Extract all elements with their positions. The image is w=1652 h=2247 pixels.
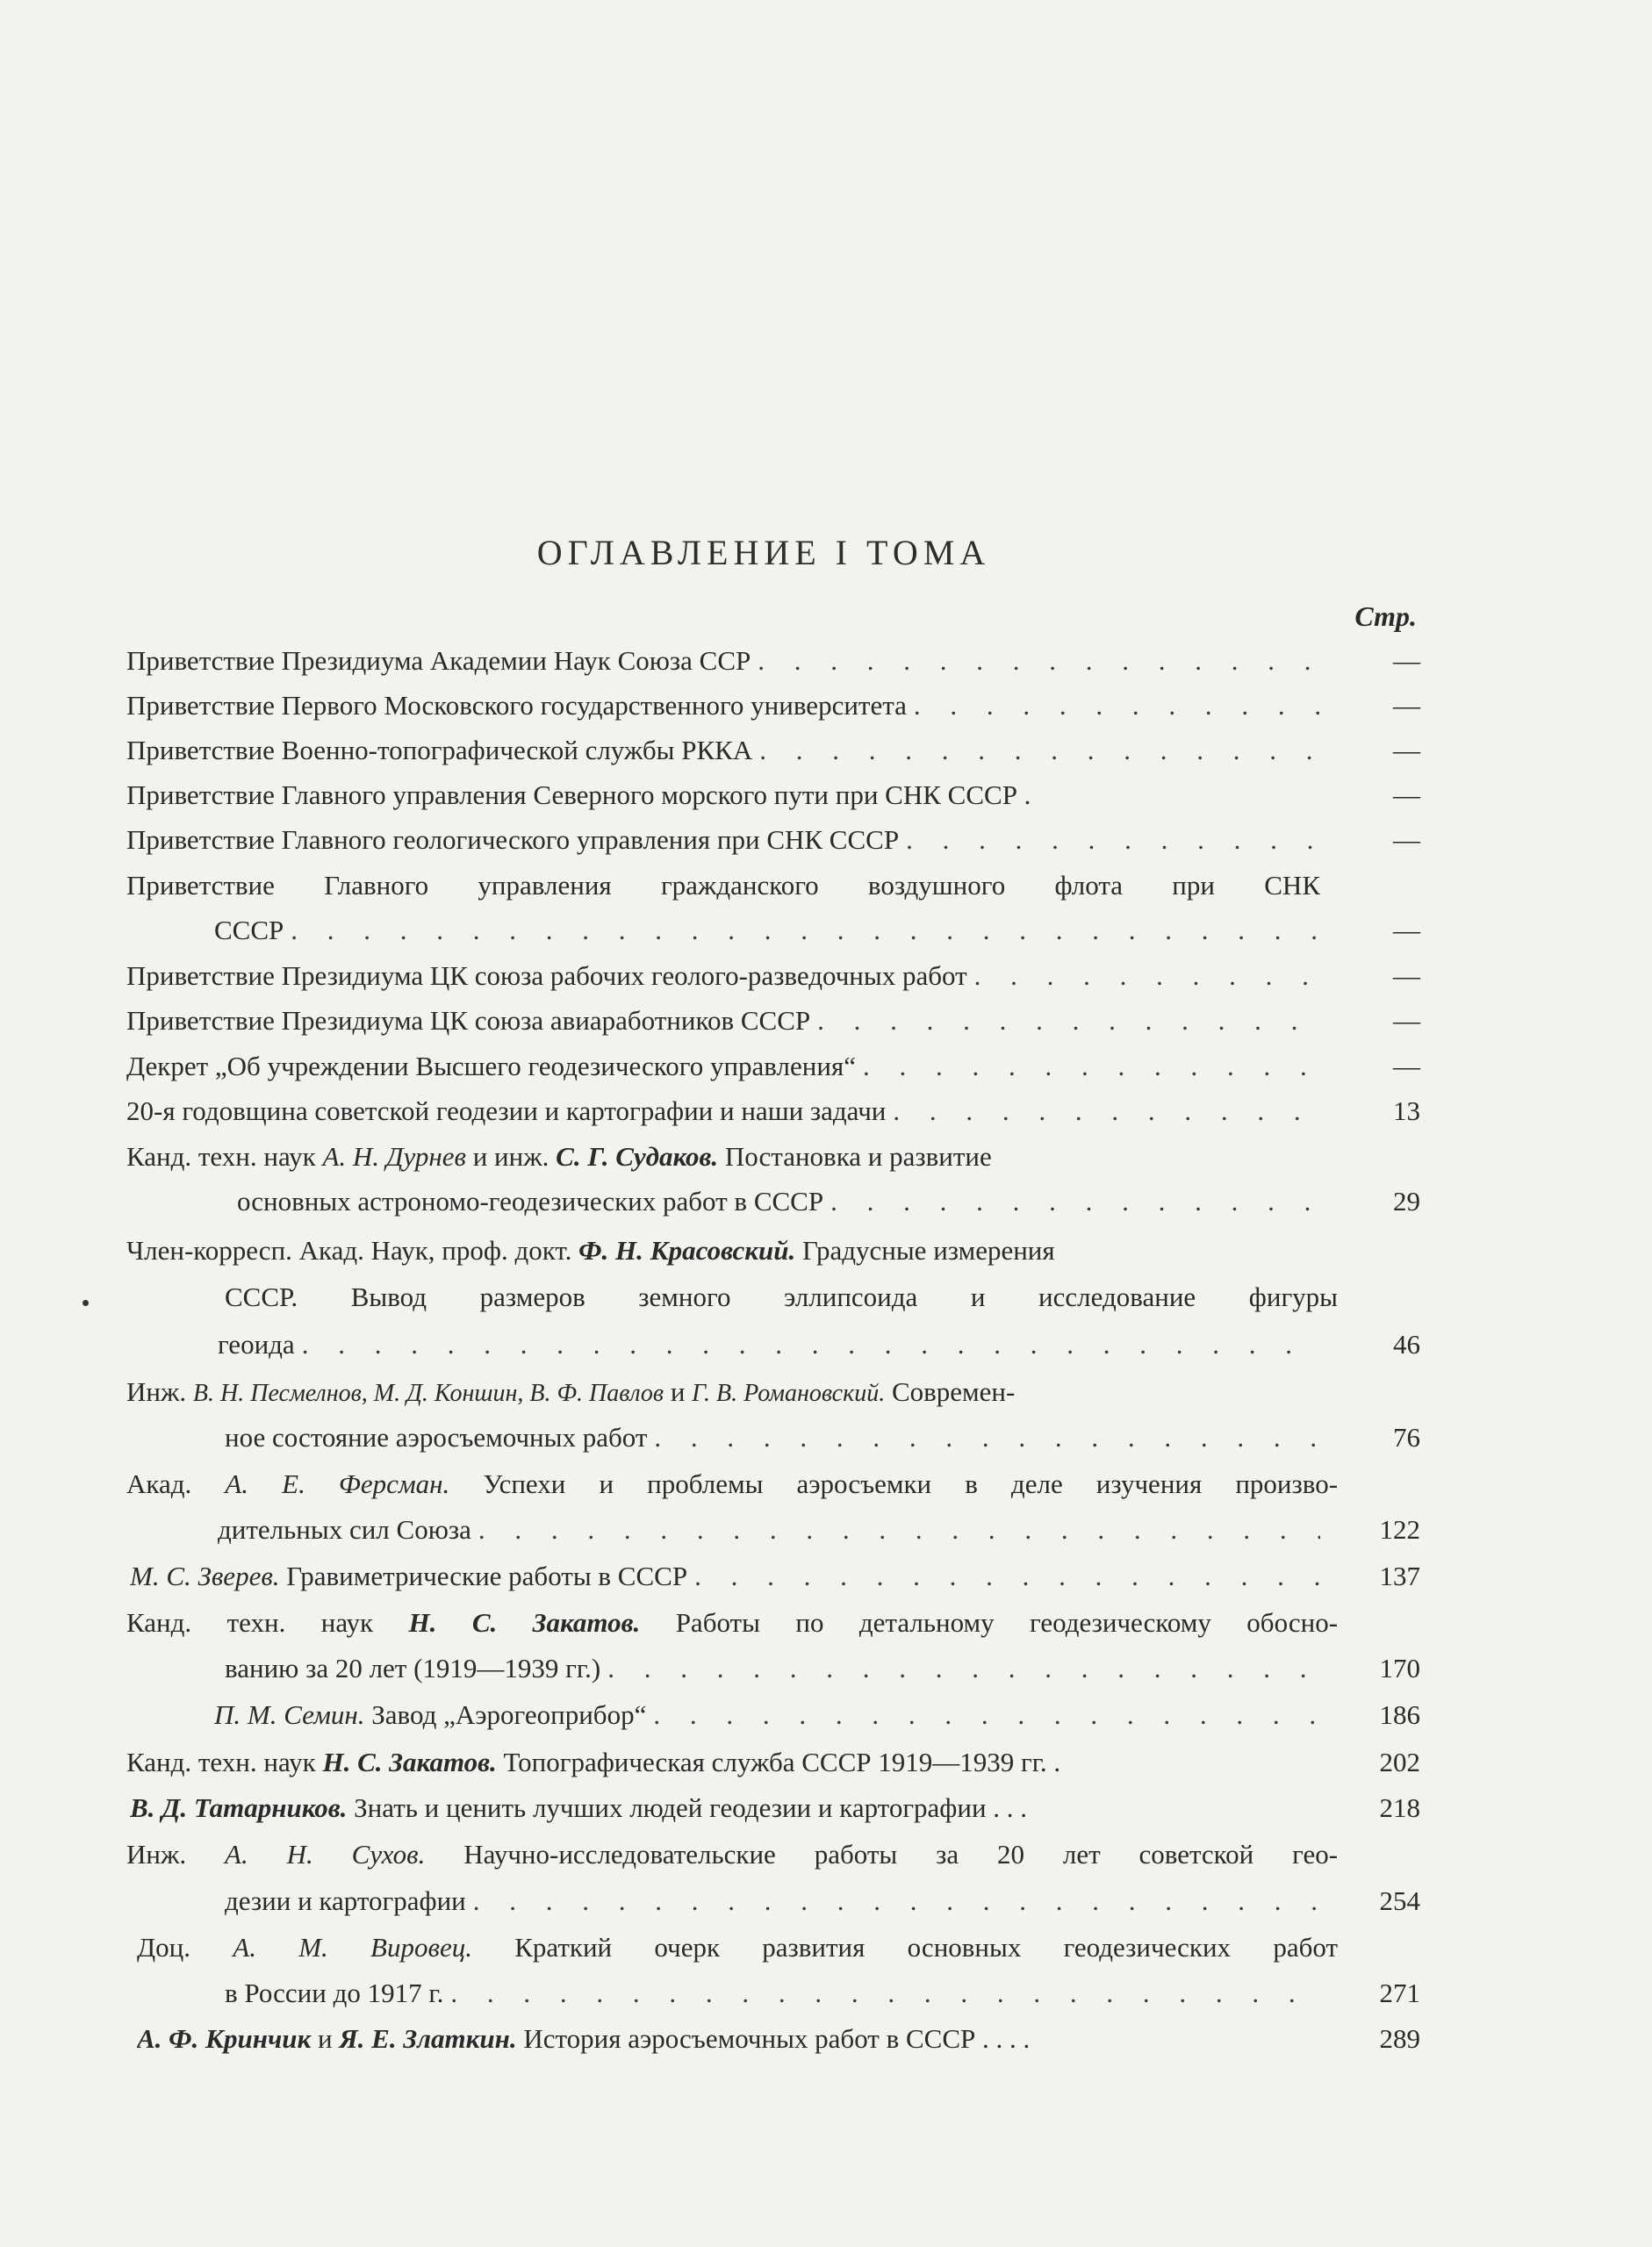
toc-entry-title: Краткий очерк развития основных геодезических работ <box>514 1932 1338 1963</box>
toc-entry-title: Успехи и проблемы аэросъемки в деле изучения произво- <box>483 1468 1338 1499</box>
toc-entry-title: Приветствие Первого Московского государственного университета <box>126 690 907 721</box>
toc-entry-title: Декрет „Об учреждении Высшего геодезического управления“ <box>126 1051 856 1081</box>
author-name: А. М. Вировец. <box>233 1932 472 1963</box>
entry-prefix: Акад. <box>126 1468 192 1499</box>
entry-prefix: Канд. техн. наук <box>126 1141 316 1172</box>
toc-page-number: — <box>1393 915 1420 945</box>
toc-entry-title: СССР. Вывод размеров земного эллипсоида и исследование фигуры <box>225 1281 1338 1312</box>
toc-entry-title: Приветствие Президиума ЦК союза рабочих геолого-разведочных работ <box>126 960 967 991</box>
entry-conjunction: и инж. <box>472 1141 549 1172</box>
author-name: Н. С. Закатов. <box>408 1607 641 1638</box>
toc-entry-continuation[interactable] <box>225 1884 1320 1919</box>
page-title: ОГЛАВЛЕНИЕ I ТОМА <box>536 533 991 572</box>
leader-dots <box>600 1651 1320 1686</box>
leader-dots <box>856 1049 1320 1084</box>
leader-dots <box>886 1094 1320 1129</box>
toc-entry[interactable] <box>126 1094 1320 1129</box>
margin-mark <box>83 1300 89 1306</box>
toc-entry-title: Научно-исследовательские работы за 20 лет советской гео- <box>463 1839 1338 1870</box>
toc-entry[interactable] <box>126 688 1320 723</box>
toc-entry[interactable] <box>126 1467 1338 1502</box>
toc-page-number: 170 <box>1379 1653 1420 1683</box>
toc-entry-title: Градусные измерения <box>802 1235 1055 1266</box>
toc-page-number: — <box>1393 1005 1420 1036</box>
toc-entry-title: Постановка и развитие <box>724 1141 992 1172</box>
toc-entry-title: ванию за 20 лет (1919—1939 гг.) <box>225 1653 601 1683</box>
toc-entry-title: Приветствие Президиума ЦК союза авиаработников СССР <box>126 1005 811 1036</box>
toc-entry-title: Завод „Аэрогеоприбор“ <box>371 1699 647 1730</box>
leader-dots <box>907 688 1320 723</box>
toc-entry-continuation[interactable] <box>218 1327 1320 1362</box>
leader-dots <box>471 1512 1320 1547</box>
author-name: А. Н. Сухов. <box>225 1839 426 1870</box>
toc-entry[interactable] <box>126 778 1320 813</box>
toc-page-number: 76 <box>1393 1422 1420 1453</box>
leader-dots <box>751 643 1320 678</box>
toc-entry-title: ное состояние аэросъемочных работ <box>225 1422 648 1453</box>
toc-entry[interactable] <box>126 1605 1338 1640</box>
toc-entry[interactable] <box>126 733 1320 768</box>
toc-entry-title: Знать и ценить лучших людей геодезии и картографии . . . <box>354 1792 1028 1823</box>
leader-dots <box>647 1420 1320 1455</box>
toc-entry-continuation[interactable] <box>214 913 1320 948</box>
toc-entry-title: СССР <box>214 915 284 945</box>
toc-entry-title: дезии и картографии <box>225 1885 466 1916</box>
entry-prefix: Член-корресп. Акад. Наук, проф. докт. <box>126 1235 572 1266</box>
author-name: А. Ф. Кринчик <box>137 2023 312 2054</box>
toc-page-number: 271 <box>1379 1978 1420 2008</box>
toc-entry[interactable] <box>126 822 1320 858</box>
toc-page-number: — <box>1393 645 1420 676</box>
entry-conjunction: и <box>670 1376 686 1407</box>
toc-entry-title: История аэросъемочных работ в СССР . . . . <box>523 2023 1031 2054</box>
toc-page-number: — <box>1393 1051 1420 1081</box>
toc-entry-continuation[interactable] <box>225 1280 1338 1315</box>
leader-dots <box>752 733 1320 768</box>
toc-entry[interactable] <box>126 1003 1320 1038</box>
leader-dots <box>967 958 1320 994</box>
toc-page-number: 218 <box>1379 1792 1420 1823</box>
entry-prefix: Инж. <box>126 1839 187 1870</box>
toc-entry-title: Топографическая служба СССР 1919—1939 гг. . <box>503 1747 1061 1777</box>
toc-entry-title: Приветствие Главного управления гражданского воздушного флота при СНК <box>126 870 1320 901</box>
toc-page-number: 29 <box>1393 1186 1420 1217</box>
toc-entry-title: дительных сил Союза <box>218 1514 471 1545</box>
toc-page-number: 122 <box>1379 1514 1420 1545</box>
toc-entry[interactable] <box>126 1233 1338 1268</box>
toc-entry[interactable] <box>126 958 1320 994</box>
author-name: П. М. Семин. <box>214 1699 365 1730</box>
author-name: Н. С. Закатов. <box>322 1747 497 1777</box>
toc-entry[interactable] <box>126 1837 1338 1872</box>
toc-entry-continuation[interactable] <box>225 1976 1320 2011</box>
toc-page-number: — <box>1393 960 1420 991</box>
author-name: С. Г. Судаков. <box>556 1141 719 1172</box>
leader-dots <box>810 1003 1320 1038</box>
toc-entry[interactable] <box>126 1375 1338 1410</box>
author-name: Г. В. Романовский. <box>692 1380 886 1407</box>
toc-entry-title: Гравиметрические работы в СССР <box>286 1561 688 1591</box>
entry-prefix: Канд. техн. наук <box>126 1607 374 1638</box>
toc-entry-title: 20-я годовщина советской геодезии и картографии и наши задачи <box>126 1095 887 1126</box>
leader-dots <box>646 1698 1320 1733</box>
entry-prefix: Доц. <box>137 1932 190 1963</box>
toc-entry-title: Приветствие Главного геологического управления при СНК СССР <box>126 824 900 855</box>
author-name: В. Д. Татарников. <box>130 1792 348 1823</box>
toc-entry[interactable] <box>214 1698 1320 1733</box>
toc-entry-continuation[interactable] <box>225 1651 1320 1686</box>
toc-entry-title: Приветствие Военно-топографической службы РККА <box>126 735 753 765</box>
toc-page-number: — <box>1393 690 1420 721</box>
toc-entry[interactable] <box>126 1139 1338 1174</box>
toc-entry-title: геоида <box>218 1329 295 1360</box>
leader-dots <box>443 1976 1320 2011</box>
toc-page-number: 186 <box>1379 1699 1420 1730</box>
toc-page-number: — <box>1393 735 1420 765</box>
toc-entry-title: в России до 1917 г. <box>225 1978 444 2008</box>
leader-dots <box>284 913 1320 948</box>
toc-entry[interactable] <box>126 1745 1320 1780</box>
toc-page-number: 202 <box>1379 1747 1420 1777</box>
leader-dots <box>899 822 1320 858</box>
toc-page-number: — <box>1393 779 1420 810</box>
toc-entry[interactable] <box>126 643 1320 678</box>
toc-entry-title: Приветствие Главного управления Северного морского пути при СНК СССР . <box>126 779 1031 810</box>
toc-entry[interactable] <box>137 1930 1338 1965</box>
page-column-label: Стр. <box>1354 600 1417 632</box>
toc-entry[interactable] <box>130 1559 1320 1594</box>
leader-dots <box>466 1884 1320 1919</box>
leader-dots <box>687 1559 1320 1594</box>
author-name: Я. Е. Златкин. <box>339 2023 517 2054</box>
toc-entry-continuation[interactable] <box>218 1512 1320 1547</box>
toc-entry[interactable] <box>137 2021 1320 2057</box>
toc-page-number: 254 <box>1379 1885 1420 1916</box>
toc-page-number: 137 <box>1379 1561 1420 1591</box>
toc-page-number: 13 <box>1393 1095 1420 1126</box>
toc-entry[interactable] <box>126 1049 1320 1084</box>
toc-entry-title: Работы по детальному геодезическому обосно- <box>675 1607 1338 1638</box>
author-name: М. С. Зверев. <box>130 1561 280 1591</box>
toc-page-number: 289 <box>1379 2023 1420 2054</box>
toc-page-number: — <box>1393 824 1420 855</box>
author-name: Ф. Н. Красовский. <box>578 1235 796 1266</box>
entry-prefix: Инж. <box>126 1376 187 1407</box>
toc-entry-continuation[interactable] <box>225 1420 1320 1455</box>
author-name: В. Н. Песмелнов, М. Д. Коншин, В. Ф. Павлов <box>192 1380 664 1407</box>
toc-entry-title: основных астрономо-геодезических работ в СССР <box>237 1186 824 1217</box>
leader-dots <box>823 1184 1320 1219</box>
leader-dots <box>295 1327 1320 1362</box>
author-name: А. Е. Ферсман. <box>225 1468 450 1499</box>
entry-conjunction: и <box>317 2023 333 2054</box>
toc-entry[interactable] <box>130 1791 1320 1826</box>
toc-entry-title: Приветствие Президиума Академии Наук Союза ССР <box>126 645 751 676</box>
toc-entry-title: Современ- <box>891 1376 1016 1407</box>
entry-prefix: Канд. техн. наук <box>126 1747 316 1777</box>
toc-entry[interactable] <box>126 868 1320 903</box>
author-name: А. Н. Дурнев <box>322 1141 466 1172</box>
toc-entry-continuation[interactable] <box>237 1184 1320 1219</box>
toc-page-number: 46 <box>1393 1329 1420 1360</box>
